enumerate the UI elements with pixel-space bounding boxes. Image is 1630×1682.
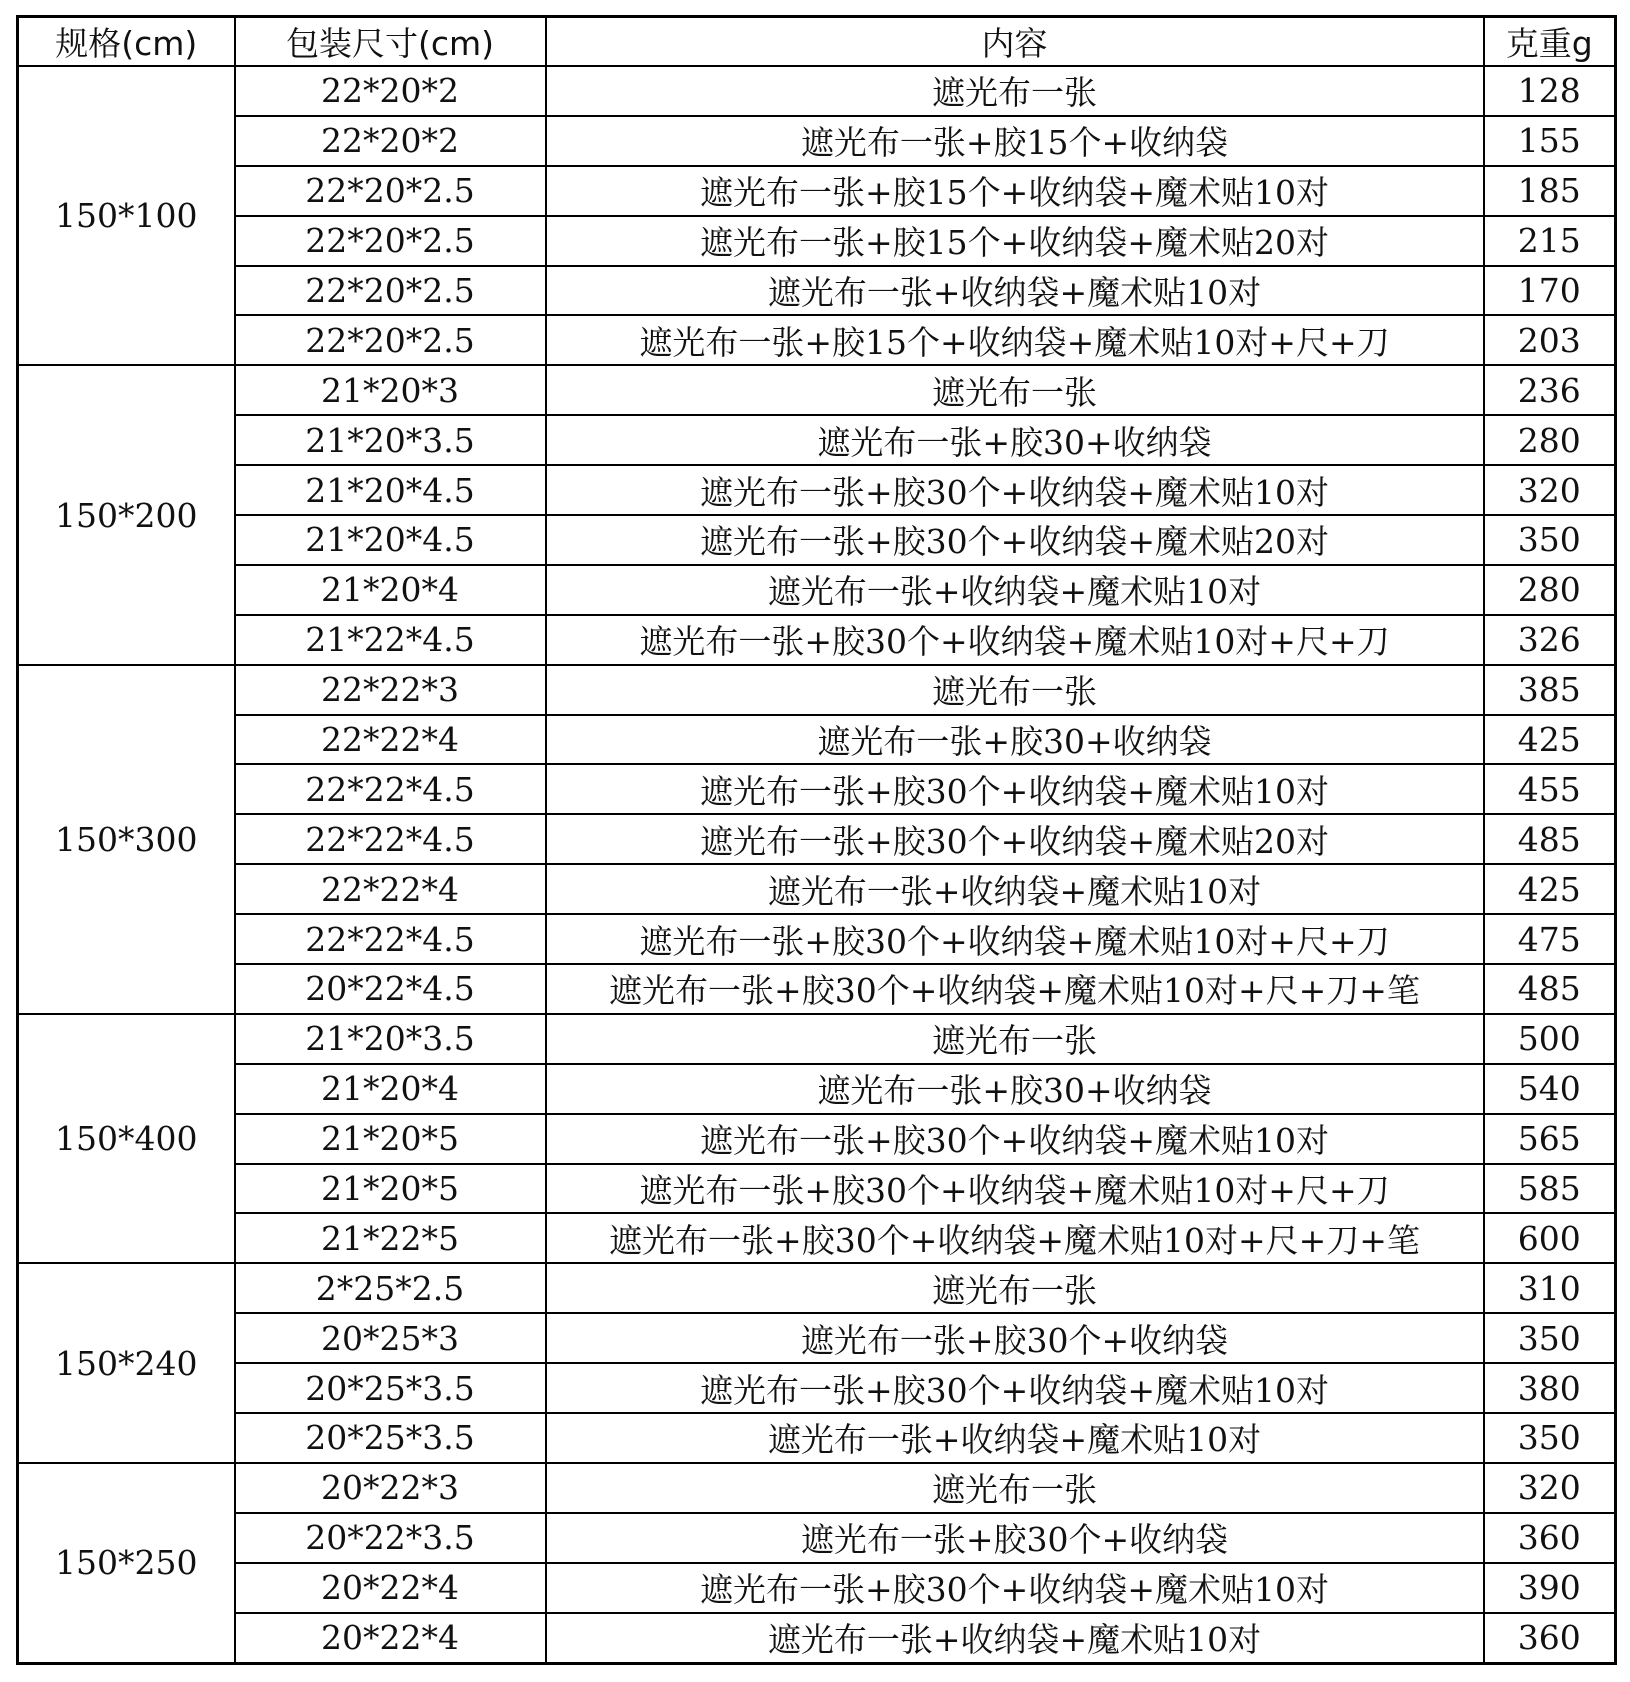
package-size-cell: 22*22*4 (235, 715, 546, 765)
table-row (18, 1213, 1616, 1263)
table-row (18, 1014, 1616, 1064)
package-size-cell: 20*22*4.5 (235, 964, 546, 1014)
weight-cell: 485 (1484, 814, 1616, 864)
weight-cell: 310 (1484, 1263, 1616, 1313)
header-package-size: 包装尺寸(cm) (235, 17, 546, 67)
table-row (18, 515, 1616, 565)
table-row (18, 1363, 1616, 1413)
weight-cell: 425 (1484, 715, 1616, 765)
table-row (18, 116, 1616, 166)
table-row (18, 665, 1616, 715)
content-cell: 遮光布一张 (546, 1263, 1484, 1313)
header-weight: 克重g (1484, 17, 1616, 67)
content-cell: 遮光布一张+收纳袋+魔术贴10对 (546, 864, 1484, 914)
table-row (18, 266, 1616, 316)
weight-cell: 600 (1484, 1213, 1616, 1263)
weight-cell: 485 (1484, 964, 1616, 1014)
weight-cell: 170 (1484, 266, 1616, 316)
content-cell: 遮光布一张+胶30个+收纳袋+魔术贴10对+尺+刀+笔 (546, 964, 1484, 1014)
weight-cell: 425 (1484, 864, 1616, 914)
weight-cell: 155 (1484, 116, 1616, 166)
table-row (18, 1413, 1616, 1463)
weight-cell: 185 (1484, 166, 1616, 216)
content-cell: 遮光布一张+胶30个+收纳袋+魔术贴10对+尺+刀 (546, 1164, 1484, 1214)
table-row (18, 1114, 1616, 1164)
package-size-cell: 20*22*3 (235, 1463, 546, 1513)
table-row (18, 764, 1616, 814)
package-size-cell: 20*25*3.5 (235, 1413, 546, 1463)
weight-cell: 360 (1484, 1613, 1616, 1664)
content-cell: 遮光布一张+胶30个+收纳袋+魔术贴10对 (546, 764, 1484, 814)
package-size-cell: 21*20*3.5 (235, 415, 546, 465)
weight-cell: 585 (1484, 1164, 1616, 1214)
content-cell: 遮光布一张 (546, 1014, 1484, 1064)
table-row (18, 715, 1616, 765)
spec-cell: 150*240 (18, 1263, 235, 1463)
table-row (18, 1563, 1616, 1613)
package-size-cell: 21*20*4.5 (235, 515, 546, 565)
table-row (18, 615, 1616, 665)
weight-cell: 236 (1484, 365, 1616, 415)
weight-cell: 350 (1484, 1413, 1616, 1463)
content-cell: 遮光布一张+胶30个+收纳袋+魔术贴10对+尺+刀+笔 (546, 1213, 1484, 1263)
weight-cell: 360 (1484, 1513, 1616, 1563)
content-cell: 遮光布一张 (546, 66, 1484, 116)
table-row (18, 1263, 1616, 1313)
content-cell: 遮光布一张+胶30个+收纳袋+魔术贴10对 (546, 1114, 1484, 1164)
content-cell: 遮光布一张+收纳袋+魔术贴10对 (546, 1613, 1484, 1664)
weight-cell: 326 (1484, 615, 1616, 665)
content-cell: 遮光布一张 (546, 1463, 1484, 1513)
table-row (18, 365, 1616, 415)
package-size-cell: 21*20*3 (235, 365, 546, 415)
weight-cell: 380 (1484, 1363, 1616, 1413)
content-cell: 遮光布一张+胶15个+收纳袋 (546, 116, 1484, 166)
content-cell: 遮光布一张+胶30个+收纳袋+魔术贴10对+尺+刀 (546, 615, 1484, 665)
package-size-cell: 20*22*3.5 (235, 1513, 546, 1563)
table-row (18, 1164, 1616, 1214)
weight-cell: 280 (1484, 415, 1616, 465)
content-cell: 遮光布一张+收纳袋+魔术贴10对 (546, 266, 1484, 316)
package-size-cell: 21*20*4.5 (235, 465, 546, 515)
weight-cell: 320 (1484, 465, 1616, 515)
weight-cell: 385 (1484, 665, 1616, 715)
table-row (18, 1613, 1616, 1664)
content-cell: 遮光布一张+收纳袋+魔术贴10对 (546, 1413, 1484, 1463)
package-size-cell: 20*25*3.5 (235, 1363, 546, 1413)
package-size-cell: 21*22*5 (235, 1213, 546, 1263)
table-row (18, 315, 1616, 365)
table-row (18, 1463, 1616, 1513)
package-size-cell: 21*22*4.5 (235, 615, 546, 665)
weight-cell: 128 (1484, 66, 1616, 116)
package-size-cell: 22*22*3 (235, 665, 546, 715)
package-size-cell: 22*20*2.5 (235, 166, 546, 216)
package-size-cell: 21*20*3.5 (235, 1014, 546, 1064)
weight-cell: 565 (1484, 1114, 1616, 1164)
table-row (18, 1064, 1616, 1114)
content-cell: 遮光布一张+胶30+收纳袋 (546, 1064, 1484, 1114)
weight-cell: 540 (1484, 1064, 1616, 1114)
package-size-cell: 22*22*4.5 (235, 914, 546, 964)
spec-cell: 150*100 (18, 66, 235, 365)
table-row (18, 1313, 1616, 1363)
package-size-cell: 21*20*5 (235, 1164, 546, 1214)
package-size-cell: 22*20*2 (235, 66, 546, 116)
spec-cell: 150*300 (18, 665, 235, 1014)
weight-cell: 215 (1484, 216, 1616, 266)
table-row (18, 964, 1616, 1014)
package-size-cell: 22*20*2.5 (235, 315, 546, 365)
content-cell: 遮光布一张+收纳袋+魔术贴10对 (546, 565, 1484, 615)
content-cell: 遮光布一张+胶15个+收纳袋+魔术贴10对+尺+刀 (546, 315, 1484, 365)
content-cell: 遮光布一张+胶30个+收纳袋+魔术贴20对 (546, 515, 1484, 565)
package-size-cell: 21*20*5 (235, 1114, 546, 1164)
spec-cell: 150*400 (18, 1014, 235, 1263)
package-size-cell: 22*20*2 (235, 116, 546, 166)
spec-cell: 150*250 (18, 1463, 235, 1664)
weight-cell: 500 (1484, 1014, 1616, 1064)
header-content: 内容 (546, 17, 1484, 67)
table-row (18, 565, 1616, 615)
table-row (18, 914, 1616, 964)
spec-table (16, 15, 1617, 1665)
table-row (18, 814, 1616, 864)
content-cell: 遮光布一张+胶30+收纳袋 (546, 415, 1484, 465)
weight-cell: 390 (1484, 1563, 1616, 1613)
package-size-cell: 21*20*4 (235, 1064, 546, 1114)
package-size-cell: 21*20*4 (235, 565, 546, 615)
content-cell: 遮光布一张+胶30个+收纳袋 (546, 1313, 1484, 1363)
package-size-cell: 20*22*4 (235, 1563, 546, 1613)
header-row (18, 17, 1616, 67)
package-size-cell: 22*22*4 (235, 864, 546, 914)
content-cell: 遮光布一张+胶30个+收纳袋 (546, 1513, 1484, 1563)
table-row (18, 66, 1616, 116)
weight-cell: 320 (1484, 1463, 1616, 1513)
content-cell: 遮光布一张+胶30个+收纳袋+魔术贴10对 (546, 465, 1484, 515)
content-cell: 遮光布一张 (546, 665, 1484, 715)
weight-cell: 350 (1484, 1313, 1616, 1363)
table-body (18, 66, 1616, 1664)
table-row (18, 166, 1616, 216)
content-cell: 遮光布一张+胶30个+收纳袋+魔术贴20对 (546, 814, 1484, 864)
weight-cell: 350 (1484, 515, 1616, 565)
weight-cell: 455 (1484, 764, 1616, 814)
package-size-cell: 20*25*3 (235, 1313, 546, 1363)
table-row (18, 1513, 1616, 1563)
content-cell: 遮光布一张 (546, 365, 1484, 415)
header-spec: 规格(cm) (18, 17, 235, 67)
package-size-cell: 2*25*2.5 (235, 1263, 546, 1313)
content-cell: 遮光布一张+胶30个+收纳袋+魔术贴10对 (546, 1563, 1484, 1613)
package-size-cell: 22*22*4.5 (235, 764, 546, 814)
content-cell: 遮光布一张+胶30个+收纳袋+魔术贴10对+尺+刀 (546, 914, 1484, 964)
content-cell: 遮光布一张+胶30个+收纳袋+魔术贴10对 (546, 1363, 1484, 1413)
content-cell: 遮光布一张+胶15个+收纳袋+魔术贴10对 (546, 166, 1484, 216)
weight-cell: 203 (1484, 315, 1616, 365)
content-cell: 遮光布一张+胶15个+收纳袋+魔术贴20对 (546, 216, 1484, 266)
weight-cell: 475 (1484, 914, 1616, 964)
package-size-cell: 22*22*4.5 (235, 814, 546, 864)
table-row (18, 415, 1616, 465)
package-size-cell: 20*22*4 (235, 1613, 546, 1664)
table-row (18, 465, 1616, 515)
table-row (18, 864, 1616, 914)
spec-cell: 150*200 (18, 365, 235, 664)
content-cell: 遮光布一张+胶30+收纳袋 (546, 715, 1484, 765)
table-row (18, 216, 1616, 266)
package-size-cell: 22*20*2.5 (235, 216, 546, 266)
weight-cell: 280 (1484, 565, 1616, 615)
package-size-cell: 22*20*2.5 (235, 266, 546, 316)
